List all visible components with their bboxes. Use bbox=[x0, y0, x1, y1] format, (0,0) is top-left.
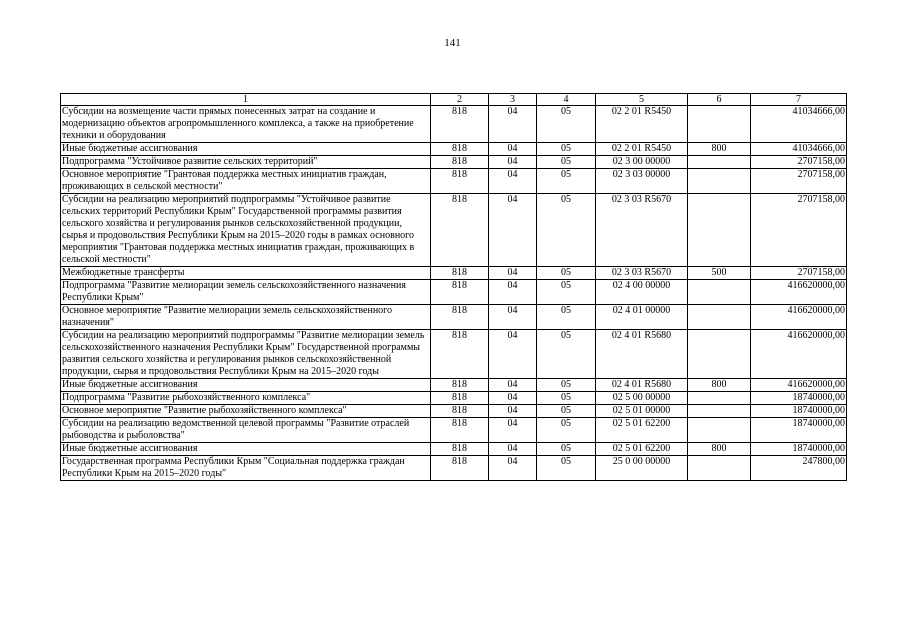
row-subsection-code: 05 bbox=[537, 392, 596, 405]
row-amount: 18740000,00 bbox=[751, 418, 847, 443]
page-number: 141 bbox=[444, 37, 461, 49]
row-target-code: 02 4 01 00000 bbox=[596, 305, 688, 330]
row-amount: 416620000,00 bbox=[751, 379, 847, 392]
row-subsection-code: 05 bbox=[537, 443, 596, 456]
table-row bbox=[61, 169, 847, 194]
row-target-code: 02 3 03 00000 bbox=[596, 169, 688, 194]
row-grbs-code: 818 bbox=[431, 267, 489, 280]
row-name: Иные бюджетные ассигнования bbox=[61, 379, 431, 392]
row-expense-type-code: 800 bbox=[688, 443, 751, 456]
row-subsection-code: 05 bbox=[537, 379, 596, 392]
row-section-code: 04 bbox=[489, 443, 537, 456]
table-row bbox=[61, 418, 847, 443]
row-grbs-code: 818 bbox=[431, 305, 489, 330]
row-expense-type-code bbox=[688, 106, 751, 143]
row-grbs-code: 818 bbox=[431, 379, 489, 392]
row-section-code: 04 bbox=[489, 305, 537, 330]
row-amount: 247800,00 bbox=[751, 456, 847, 481]
row-name: Иные бюджетные ассигнования bbox=[61, 143, 431, 156]
table-row bbox=[61, 267, 847, 280]
table-row bbox=[61, 106, 847, 143]
row-amount: 2707158,00 bbox=[751, 156, 847, 169]
row-section-code: 04 bbox=[489, 280, 537, 305]
row-name: Основное мероприятие "Развитие мелиорации земель сельскохозяйственного назначения" bbox=[61, 305, 431, 330]
header-col-6: 6 bbox=[688, 94, 751, 106]
header-col-5: 5 bbox=[596, 94, 688, 106]
row-subsection-code: 05 bbox=[537, 405, 596, 418]
row-grbs-code: 818 bbox=[431, 418, 489, 443]
row-expense-type-code bbox=[688, 392, 751, 405]
row-grbs-code: 818 bbox=[431, 330, 489, 379]
row-grbs-code: 818 bbox=[431, 392, 489, 405]
row-name: Государственная программа Республики Крым "Социальная поддержка граждан Республики Крым на 2015–2020 годы" bbox=[61, 456, 431, 481]
row-section-code: 04 bbox=[489, 169, 537, 194]
row-subsection-code: 05 bbox=[537, 418, 596, 443]
row-target-code: 02 2 01 R5450 bbox=[596, 143, 688, 156]
row-name: Подпрограмма "Устойчивое развитие сельских территорий" bbox=[61, 156, 431, 169]
row-name: Субсидии на возмещение части прямых понесенных затрат на создание и модернизацию объектов агропромышленного комплекса, а также на приобретение техники и оборудования bbox=[61, 106, 431, 143]
row-expense-type-code bbox=[688, 156, 751, 169]
table-row bbox=[61, 280, 847, 305]
row-subsection-code: 05 bbox=[537, 143, 596, 156]
row-section-code: 04 bbox=[489, 267, 537, 280]
row-subsection-code: 05 bbox=[537, 330, 596, 379]
row-grbs-code: 818 bbox=[431, 443, 489, 456]
table-row bbox=[61, 456, 847, 481]
row-name: Субсидии на реализацию мероприятий подпрограммы "Устойчивое развитие сельских территорий Республики Крым" Государственной программы развития сельского хозяйства и регулирования рынков сельскохозяйственной продукции, сырья и продовольствия Республики Крым на 2015–2020 годы в рамках основного мероприятия "Грантовая поддержка местных инициатив граждан, проживающих в сельской местности" bbox=[61, 194, 431, 267]
row-target-code: 02 4 01 R5680 bbox=[596, 330, 688, 379]
row-grbs-code: 818 bbox=[431, 156, 489, 169]
row-section-code: 04 bbox=[489, 418, 537, 443]
row-section-code: 04 bbox=[489, 156, 537, 169]
row-target-code: 02 4 01 R5680 bbox=[596, 379, 688, 392]
table-row bbox=[61, 379, 847, 392]
row-expense-type-code: 500 bbox=[688, 267, 751, 280]
row-amount: 2707158,00 bbox=[751, 169, 847, 194]
row-grbs-code: 818 bbox=[431, 169, 489, 194]
row-section-code: 04 bbox=[489, 330, 537, 379]
row-name: Субсидии на реализацию ведомственной целевой программы "Развитие отраслей рыбоводства и рыболовства" bbox=[61, 418, 431, 443]
row-name: Подпрограмма "Развитие рыбохозяйственного комплекса" bbox=[61, 392, 431, 405]
row-target-code: 02 3 00 00000 bbox=[596, 156, 688, 169]
row-subsection-code: 05 bbox=[537, 305, 596, 330]
row-subsection-code: 05 bbox=[537, 169, 596, 194]
row-expense-type-code: 800 bbox=[688, 379, 751, 392]
header-col-2: 2 bbox=[431, 94, 489, 106]
table-row bbox=[61, 392, 847, 405]
header-col-7: 7 bbox=[751, 94, 847, 106]
row-section-code: 04 bbox=[489, 405, 537, 418]
row-amount: 18740000,00 bbox=[751, 443, 847, 456]
table-row bbox=[61, 443, 847, 456]
row-amount: 41034666,00 bbox=[751, 143, 847, 156]
row-name: Основное мероприятие "Грантовая поддержка местных инициатив граждан, проживающих в сельской местности" bbox=[61, 169, 431, 194]
row-target-code: 02 4 00 00000 bbox=[596, 280, 688, 305]
row-grbs-code: 818 bbox=[431, 456, 489, 481]
header-col-1: 1 bbox=[61, 94, 431, 106]
header-col-3: 3 bbox=[489, 94, 537, 106]
row-subsection-code: 05 bbox=[537, 156, 596, 169]
table-row bbox=[61, 194, 847, 267]
row-target-code: 02 2 01 R5450 bbox=[596, 106, 688, 143]
row-target-code: 25 0 00 00000 bbox=[596, 456, 688, 481]
row-section-code: 04 bbox=[489, 106, 537, 143]
row-subsection-code: 05 bbox=[537, 280, 596, 305]
row-grbs-code: 818 bbox=[431, 143, 489, 156]
row-name: Субсидии на реализацию мероприятий подпрограммы "Развитие мелиорации земель сельскохозяйственного назначения Республики Крым" Государственной программы развития сельского хозяйства и регулирования рынков сельскохозяйственной продукции, сырья и продовольствия Республики Крым на 2015–2020 годы bbox=[61, 330, 431, 379]
table-row bbox=[61, 330, 847, 379]
row-expense-type-code bbox=[688, 456, 751, 481]
row-amount: 416620000,00 bbox=[751, 330, 847, 379]
row-grbs-code: 818 bbox=[431, 194, 489, 267]
row-grbs-code: 818 bbox=[431, 405, 489, 418]
row-grbs-code: 818 bbox=[431, 280, 489, 305]
row-target-code: 02 3 03 R5670 bbox=[596, 267, 688, 280]
row-subsection-code: 05 bbox=[537, 267, 596, 280]
row-amount: 18740000,00 bbox=[751, 392, 847, 405]
row-expense-type-code bbox=[688, 280, 751, 305]
row-target-code: 02 5 01 62200 bbox=[596, 418, 688, 443]
header-row bbox=[61, 94, 847, 106]
row-subsection-code: 05 bbox=[537, 456, 596, 481]
row-name: Подпрограмма "Развитие мелиорации земель сельскохозяйственного назначения Республики Крым" bbox=[61, 280, 431, 305]
row-target-code: 02 5 00 00000 bbox=[596, 392, 688, 405]
row-expense-type-code: 800 bbox=[688, 143, 751, 156]
row-name: Иные бюджетные ассигнования bbox=[61, 443, 431, 456]
row-expense-type-code bbox=[688, 418, 751, 443]
table-row bbox=[61, 156, 847, 169]
row-amount: 2707158,00 bbox=[751, 267, 847, 280]
row-expense-type-code bbox=[688, 169, 751, 194]
row-section-code: 04 bbox=[489, 392, 537, 405]
row-subsection-code: 05 bbox=[537, 194, 596, 267]
budget-table bbox=[60, 93, 847, 481]
row-name: Основное мероприятие "Развитие рыбохозяйственного комплекса" bbox=[61, 405, 431, 418]
row-expense-type-code bbox=[688, 305, 751, 330]
row-expense-type-code bbox=[688, 405, 751, 418]
row-expense-type-code bbox=[688, 194, 751, 267]
row-subsection-code: 05 bbox=[537, 106, 596, 143]
row-amount: 416620000,00 bbox=[751, 280, 847, 305]
row-expense-type-code bbox=[688, 330, 751, 379]
row-target-code: 02 3 03 R5670 bbox=[596, 194, 688, 267]
table-row bbox=[61, 405, 847, 418]
row-section-code: 04 bbox=[489, 194, 537, 267]
row-section-code: 04 bbox=[489, 143, 537, 156]
table-row bbox=[61, 305, 847, 330]
row-amount: 18740000,00 bbox=[751, 405, 847, 418]
table-row bbox=[61, 143, 847, 156]
row-grbs-code: 818 bbox=[431, 106, 489, 143]
row-amount: 416620000,00 bbox=[751, 305, 847, 330]
header-col-4: 4 bbox=[537, 94, 596, 106]
row-amount: 2707158,00 bbox=[751, 194, 847, 267]
row-section-code: 04 bbox=[489, 456, 537, 481]
row-section-code: 04 bbox=[489, 379, 537, 392]
row-name: Межбюджетные трансферты bbox=[61, 267, 431, 280]
row-target-code: 02 5 01 00000 bbox=[596, 405, 688, 418]
row-amount: 41034666,00 bbox=[751, 106, 847, 143]
row-target-code: 02 5 01 62200 bbox=[596, 443, 688, 456]
